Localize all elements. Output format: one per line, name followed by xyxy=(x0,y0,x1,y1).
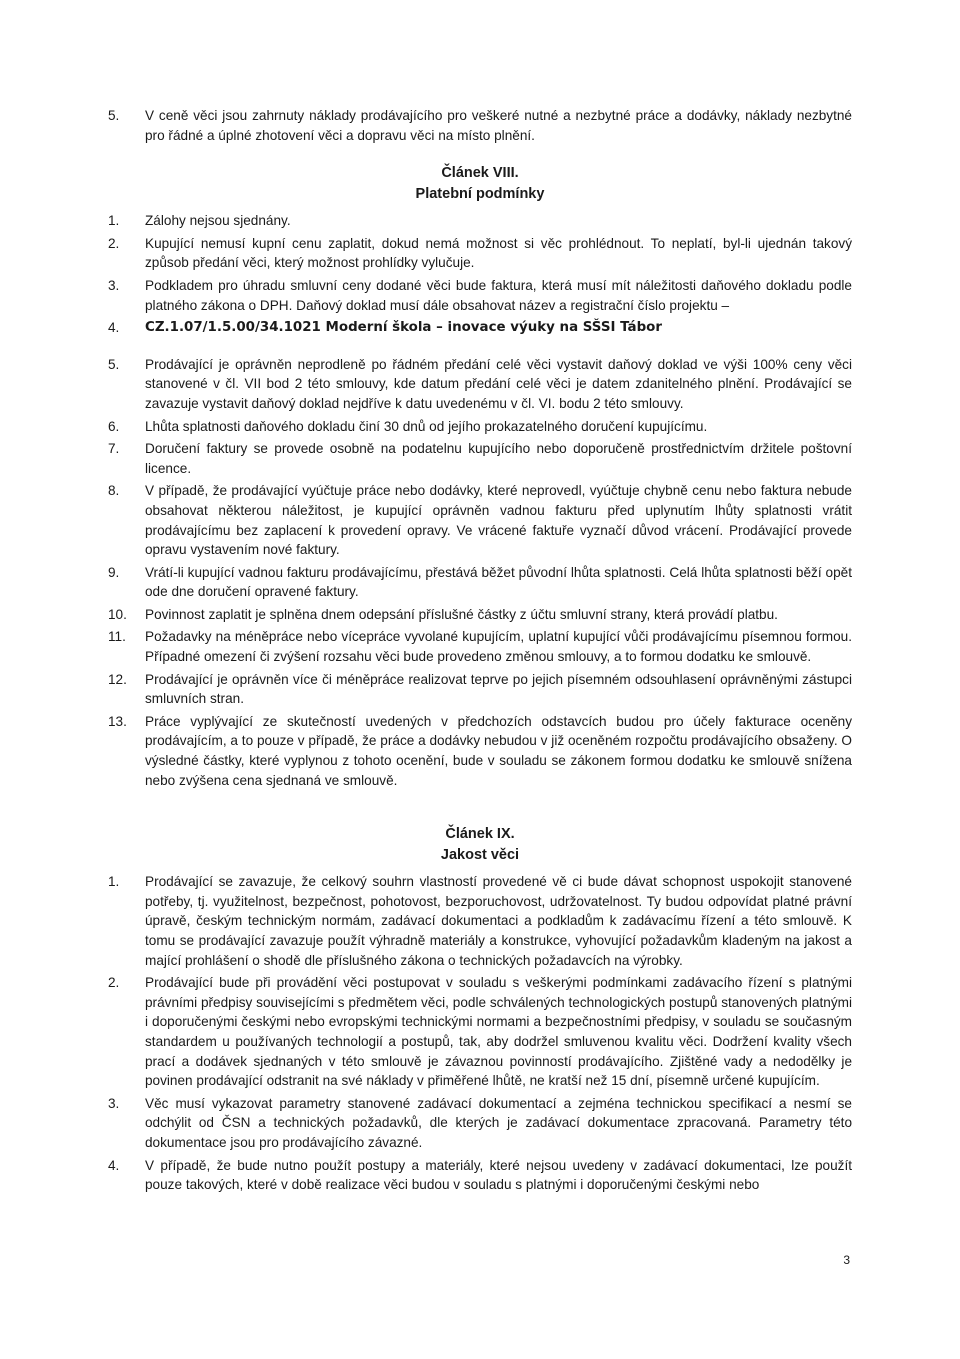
list-item xyxy=(108,318,852,338)
item-number: 13. xyxy=(108,713,127,729)
list-item xyxy=(108,417,852,437)
page-number: 3 xyxy=(843,1253,850,1268)
project-number-text: CZ.1.07/1.5.00/34.1021 Moderní škola – inovace výuky na SŠSI Tábor xyxy=(145,320,662,336)
item-text: Zálohy nejsou sjednány. xyxy=(145,213,291,229)
article-subheading: Platební podmínky xyxy=(415,186,545,203)
item-text: V případě, že bude nutno použít postupy a materiály, které nejsou uvedeny v zadávací dokumentaci, lze použít pouze takových, které v době realizace věci budou v souladu s platnými i doporučenými českými nebo xyxy=(145,1157,852,1193)
item-text: Kupující nemusí kupní cenu zaplatit, dokud nemá možnost si věc prohlédnout. To neplatí, byl-li ujednán takový způsob předání věci, který možnost prohlídky vylučuje. xyxy=(145,235,852,271)
article-8-heading-block xyxy=(108,163,852,205)
item-number: 7. xyxy=(108,441,120,457)
article-heading: Článek VIII. xyxy=(441,165,519,182)
item-text: V případě, že prodávající vyúčtuje práce nebo dodávky, které neprovedl, vyúčtuje chybně cenu nebo faktura nebude obsahovat některou náležitost, je kupující oprávněn vadnou fakturu před uplynutím lhůty splatnosti vrátit prodávajícímu bez zaplacení k provedení opravy. Ve vrácené faktuře vyznačí důvod vrácení. Prodávající provede opravu vystavením nové faktury. xyxy=(145,483,852,558)
item-text: Lhůta splatnosti daňového dokladu činí 30 dnů od jejího prokazatelného doručení kupujícímu. xyxy=(145,418,708,434)
list-item xyxy=(108,439,852,478)
list-item xyxy=(108,1094,852,1153)
item-number: 2. xyxy=(108,975,120,991)
article-heading: Článek IX. xyxy=(445,826,515,843)
item-text: Povinnost zaplatit je splněna dnem odepsání příslušné částky z účtu smluvní strany, která provádí platbu. xyxy=(145,606,778,622)
item-number: 9. xyxy=(108,564,120,580)
list-item xyxy=(108,211,852,231)
item-number: 4. xyxy=(108,320,120,336)
list-item xyxy=(108,627,852,666)
spacer xyxy=(108,341,852,355)
item-text: Práce vyplývající ze skutečností uvedených v předchozích odstavcích budou pro účely fakturace oceněny prodávajícím, a to pouze v případě, že práce a dodávky nebudou v již oceněném rozpočtu prodávajícího obsaženy. O výsledné částky, které vyplynou z tohoto ocenění, bude v souladu se zákonem formou dodatku ke smlouvě snížena nebo zvýšena cena sjednaná ve smlouvě. xyxy=(145,713,852,788)
list-item xyxy=(108,234,852,273)
article-9-list xyxy=(108,872,852,1195)
article-9-heading-block xyxy=(108,824,852,866)
item-number: 3. xyxy=(108,277,120,293)
list-item xyxy=(108,563,852,602)
item-number: 8. xyxy=(108,483,120,499)
item-text: Požadavky na méněpráce nebo vícepráce vyvolané kupujícím, uplatní kupující vůči prodávajícímu písemnou formou. Případné omezení či zvýšení rozsahu věci bude provedeno změnou smlouvy, a to formou dodatku ke smlouvě. xyxy=(145,629,852,665)
item-number: 5. xyxy=(108,356,120,372)
item-number: 10. xyxy=(108,606,127,622)
list-item xyxy=(108,973,852,1091)
item-number: 1. xyxy=(108,213,120,229)
list-item xyxy=(108,670,852,709)
article-8-list xyxy=(108,211,852,790)
list-item xyxy=(108,106,852,145)
item-text: Podkladem pro úhradu smluvní ceny dodané věci bude faktura, která musí mít náležitosti daňového dokladu podle platného zákona o DPH. Daňový doklad musí dále obsahovat název a registrační číslo projektu – xyxy=(145,277,852,313)
list-item xyxy=(108,481,852,559)
item-number: 5. xyxy=(108,108,120,123)
item-text: Prodávající je oprávněn neprodleně po řádném předání celé věci vystavit daňový doklad ve výši 100% ceny věci stanovené v čl. VII bod 2 této smlouvy, kde datum předání celé věci je datem zdanitelného plnění. Prodávající se zavazuje vystavit daňový doklad nejdříve k datu uvedenému v čl. VI. bodu 2 této smlouvy. xyxy=(145,356,852,411)
list-item xyxy=(108,1156,852,1195)
item-number: 2. xyxy=(108,235,120,251)
list-item xyxy=(108,355,852,414)
item-text: Prodávající bude při provádění věci postupovat v souladu s veškerými podmínkami zadávacího řízení s platnými právními předpisy souvisejícími s předmětem věci, podle schválených technologických postupů stanovených platnými i doporučenými českými nebo evropskými technickými normami a bezpečnostními předpisy, v souladu se současným standardem u používaných technologií a postupů, tak, aby dodržel smluvenou kvalitu věci. Dodržení kvality všech prací a dodávek sjednaných v této smlouvě je závaznou povinností prodávajícího. Zjištěné vady a nedodělky je povinen prodávající odstranit na své náklady v přiměřené lhůtě, ne kratší než 15 dní, písemně určené kupujícím. xyxy=(145,975,852,1089)
item-text: Doručení faktury se provede osobně na podatelnu kupujícího nebo doporučeně prostřednictvím držitele poštovní licence. xyxy=(145,441,852,476)
item-number: 4. xyxy=(108,1157,120,1173)
item-number: 1. xyxy=(108,874,120,890)
article-subheading: Jakost věci xyxy=(440,847,520,864)
list-item xyxy=(108,276,852,315)
item-text: Prodávající se zavazuje, že celkový souhrn vlastností provedené vě ci bude dávat schopnost uspokojit stanovené potřeby, tj. využitelnost, bezpečnost, pohotovost, bezporuchovost, udržovatelnost. Ty budou odpovídat platné právní úpravě, českým technickým normám, zadávací dokumentaci a podkladům k zadávacímu řízení a této smlouvě. K tomu se prodávající zavazuje použít výhradně materiály a konstrukce, vyhovující požadavkům kladeným na jakost a mající prohlášení o shodě dle příslušného zákona o technických požadavcích na výrobky. xyxy=(145,874,852,968)
list-item xyxy=(108,872,852,970)
item-text: Vrátí-li kupující vadnou fakturu prodávajícímu, přestává běžet původní lhůta splatnosti. Celá lhůta splatnosti běží opět ode dne doručení opravené faktury. xyxy=(145,564,852,600)
item-text: Prodávající je oprávněn více či méněpráce realizovat teprve po jejich písemném odsouhlasení oprávněnými zástupci smluvních stran. xyxy=(145,671,852,707)
item-number: 12. xyxy=(108,671,127,687)
list-item xyxy=(108,605,852,625)
item-number: 11. xyxy=(108,629,126,645)
item-number: 3. xyxy=(108,1095,120,1111)
list-item xyxy=(108,712,852,790)
item-number: 6. xyxy=(108,418,120,434)
item-text: Věc musí vykazovat parametry stanovené zadávací dokumentací a zejména technickou specifikací a nesmí se odchýlit od ČSN a technických požadavků, dle kterých je zadávací dokumentace zpracovaná. Parametry této dokumentace jsou pro prodávajícího závazné. xyxy=(145,1095,852,1150)
item-text: V ceně věci jsou zahrnuty náklady prodávajícího pro veškeré nutné a nezbytné práce a dodávky, náklady nezbytné pro řádné a úplné zhotovení věci a dopravu věci na místo plnění. xyxy=(145,108,852,143)
